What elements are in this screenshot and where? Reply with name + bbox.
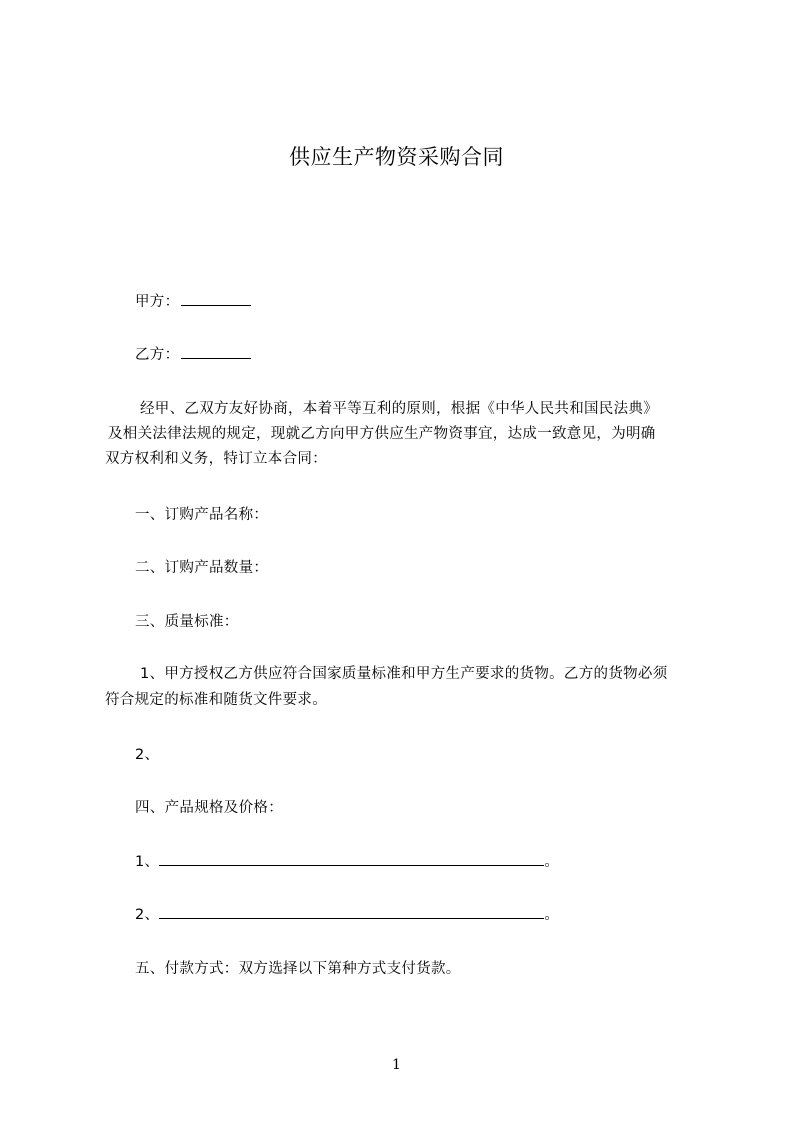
section-4-item-2-blank	[159, 904, 544, 919]
party-b-label: 乙方：	[135, 347, 180, 363]
section-4-item-1-number: 1、	[135, 854, 160, 870]
party-a-label: 甲方：	[135, 294, 180, 310]
party-b-line	[135, 344, 251, 365]
section-2-heading: 二、订购产品数量：	[135, 560, 269, 576]
section-1-heading: 一、订购产品名称：	[135, 507, 269, 523]
section-3-item-1-line-1: 1、甲方授权乙方供应符合国家质量标准和甲方生产要求的货物。乙方的货物必须	[140, 666, 668, 682]
document-title: 供应生产物资采购合同	[289, 145, 504, 169]
section-4-item-2	[135, 904, 559, 925]
section-4-item-2-number: 2、	[135, 907, 160, 923]
section-4-item-1-end: 。	[544, 854, 560, 870]
section-3-item-1-line-2: 符合规定的标准和随货文件要求。	[105, 692, 327, 708]
section-5-heading: 五、付款方式：双方选择以下第种方式支付货款。	[135, 961, 461, 977]
section-4-item-1	[135, 851, 559, 872]
section-4-item-2-end: 。	[544, 907, 560, 923]
intro-line-2: 及相关法律法规的规定，现就乙方向甲方供应生产物资事宜，达成一致意见，为明确	[108, 426, 656, 442]
party-b-blank	[181, 344, 251, 359]
section-4-item-1-blank	[159, 851, 544, 866]
section-3-item-2: 2、	[135, 747, 160, 763]
intro-line-1: 经甲、乙双方友好协商，本着平等互利的原则，根据《中华人民共和国民法典》	[140, 401, 658, 417]
intro-line-3: 双方权利和义务，特订立本合同：	[105, 451, 327, 467]
party-a-line	[135, 291, 251, 312]
section-4-heading: 四、产品规格及价格：	[135, 800, 283, 816]
page-number: 1	[392, 1057, 401, 1073]
section-3-heading: 三、质量标准：	[135, 614, 239, 630]
party-a-blank	[181, 291, 251, 306]
